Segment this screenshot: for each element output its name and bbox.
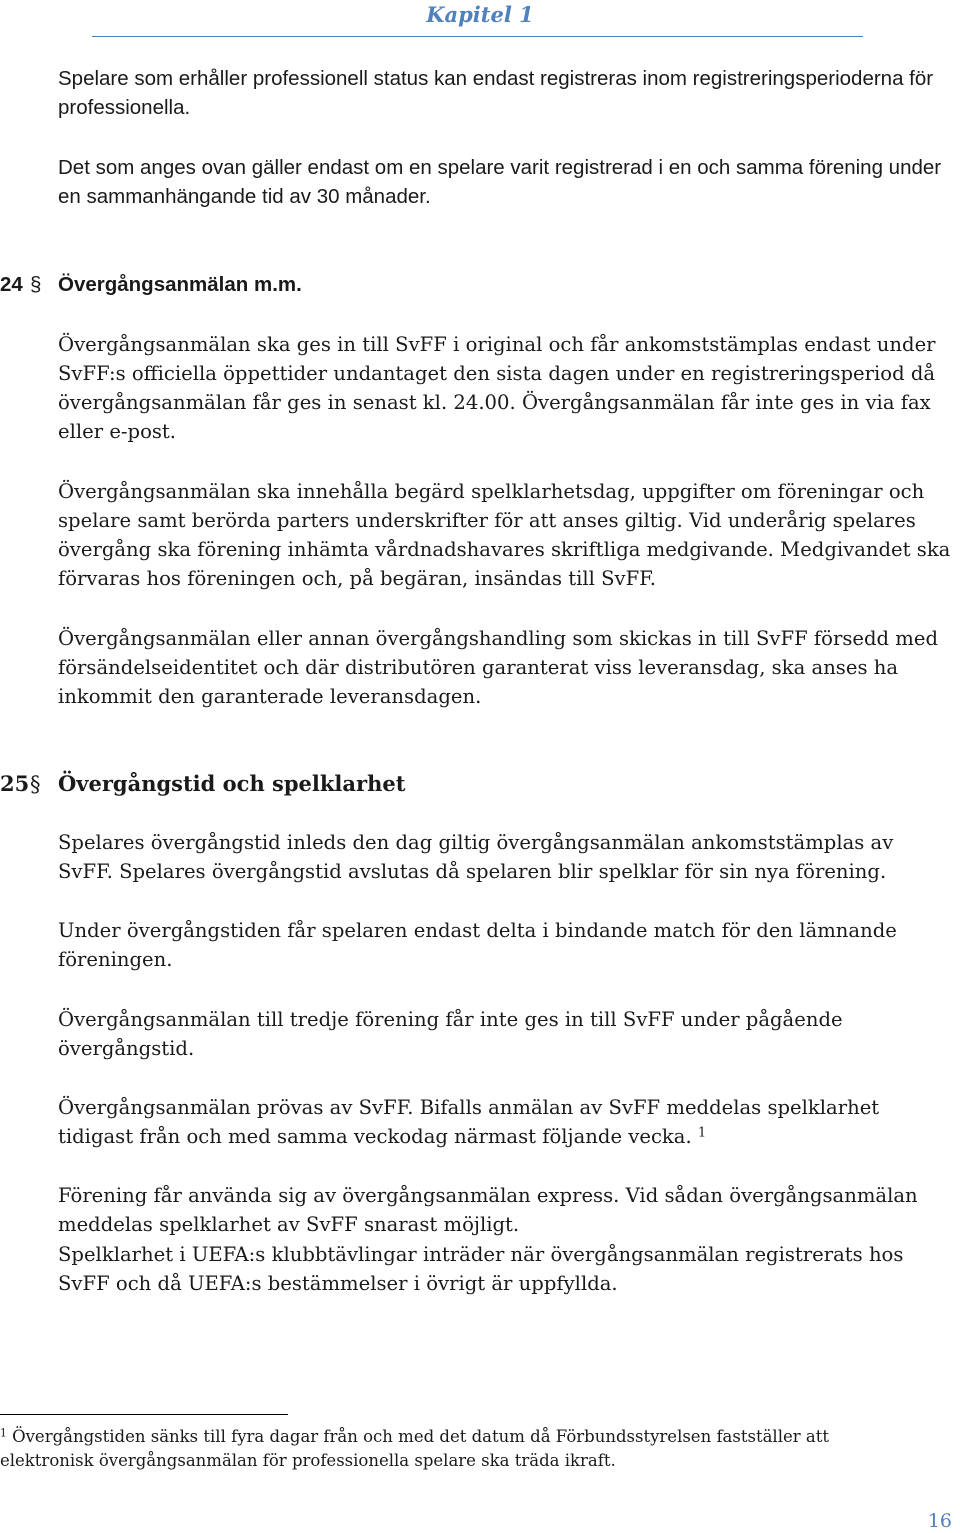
paragraph-innehall: Övergångsanmälan ska innehålla begärd spelklarhetsdag, uppgifter om föreningar och spelare samt berörda parters underskrifter för att anses giltig. Vid underårig spelares övergång ska förening inhämta vårdnadshavares skriftliga medgivande. Medgivandet ska förvaras hos föreningen och, på begäran, insändas till SvFF. [58, 480, 951, 590]
section-title: Övergångsanmälan m.m. [58, 273, 302, 296]
paragraph-provas-text: Övergångsanmälan prövas av SvFF. Bifalls anmälan av SvFF meddelas spelklarhet tidigast från och med samma veckodag närmast följande vecka. [58, 1096, 880, 1148]
section-symbol: § [30, 772, 41, 796]
paragraph-forsandelse: Övergångsanmälan eller annan övergångshandling som skickas in till SvFF försedd med försändelseidentitet och där distributören garanterat viss leveransdag, ska anses ha inkommit den garanterade leveransdagen. [58, 627, 939, 708]
footnote-text: Övergångstiden sänks till fyra dagar från och med det datum då Förbundsstyrelsen fastställer att elektronisk övergångsanmälan för professionella spelare ska träda ikraft. [0, 1427, 829, 1470]
header-divider [92, 36, 863, 37]
paragraph-provas [58, 1093, 953, 1151]
page-number: 16 [927, 1510, 952, 1532]
paragraph-30-months: Det som anges ovan gäller endast om en spelare varit registrerad i en och samma förening under en sammanhängande tid av 30 månader. [58, 156, 942, 208]
section-title: Övergångstid och spelklarhet [58, 771, 406, 796]
paragraph-overgangstid-inleds: Spelares övergångstid inleds den dag giltig övergångsanmälan ankomststämplas av SvFF. Spelares övergångstid avslutas då spelaren blir spelklar för sin nya förening. [58, 831, 894, 883]
footnote-marker: 1 [0, 1426, 7, 1440]
section-symbol: § [30, 273, 42, 296]
footnote-divider [0, 1414, 288, 1415]
paragraph-tredje-forening: Övergångsanmälan till tredje förening får inte ges in till SvFF under pågående övergångstid. [58, 1008, 843, 1060]
footnote [0, 1425, 900, 1473]
paragraph-express: Förening får använda sig av övergångsanmälan express. Vid sådan övergångsanmälan meddelas spelklarhet av SvFF snarast möjligt. [58, 1184, 918, 1236]
paragraph-uefa: Spelklarhet i UEFA:s klubbtävlingar inträder när övergångsanmälan registrerats hos SvFF och då UEFA:s bestämmelser i övrigt är uppfyllda. [58, 1243, 904, 1295]
section-25-heading [0, 769, 405, 799]
paragraph-bindande-match: Under övergångstiden får spelaren endast delta i bindande match för den lämnande föreningen. [58, 919, 897, 971]
chapter-header: Kapitel 1 [426, 2, 534, 27]
section-number: 25 [0, 771, 30, 796]
paragraph-professional-status: Spelare som erhåller professionell status kan endast registreras inom registreringsperioderna för professionella. [58, 67, 934, 119]
paragraph-ankomststampel: Övergångsanmälan ska ges in till SvFF i original och får ankomststämplas endast under SvFF:s officiella öppettider undantaget den sista dagen under en registreringsperiod då övergångsanmälan får ges in senast kl. 24.00. Övergångsanmälan får inte ges in via fax eller e-post. [58, 333, 936, 443]
section-24-heading [0, 270, 302, 300]
section-number: 24 [0, 273, 23, 296]
footnote-reference[interactable]: 1 [697, 1125, 707, 1141]
